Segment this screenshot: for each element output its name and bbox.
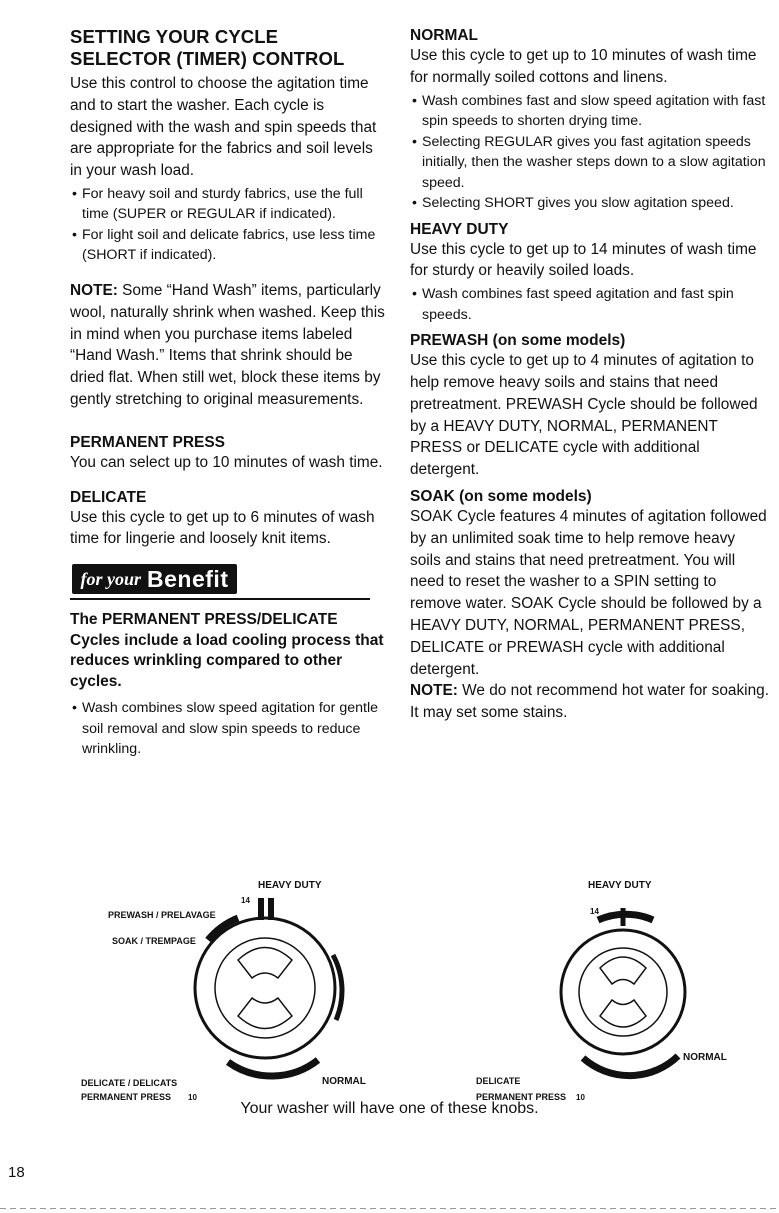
prewash-heading: PREWASH (on some models) <box>410 332 626 350</box>
intro-paragraph: Use this control to choose the agitation time and to start the washer. Each cycle is designed with the wash and spin speeds that are appropriate for the fabrics and soil levels in your wash load. <box>70 75 377 180</box>
normal-bullets <box>410 91 770 214</box>
prewash-text: Use this cycle to get up to 4 minutes of agitation to help remove heavy soils and stains that need pretreatment. PREWASH Cycle should be followed by a HEAVY DUTY, NORMAL, PERMANENT PRESS or DELICATE cycle with additional detergent. <box>410 352 758 479</box>
list-item: • Wash combines slow speed agitation for gentle soil removal and slow spin speeds to reduce wrinkling. <box>70 698 388 760</box>
benefit-heading: The PERMANENT PRESS/DELICATE Cycles include a load cooling process that reduces wrinkling compared to other cycles. <box>70 611 384 690</box>
note-text: Some “Hand Wash” items, particularly wool, naturally shrink when washed. Keep this in mind when you purchase items labeled “Hand Wash.” Items that shrink should be dried flat. When still wet, block these items by gently stretching to original measurements. <box>70 281 385 408</box>
heavy-duty-bullets <box>410 284 770 325</box>
benefit-logo <box>72 564 237 594</box>
page-number: 18 <box>8 1164 25 1181</box>
left-column <box>70 26 388 760</box>
list-item: • Selecting SHORT gives you slow agitation speed. <box>410 193 770 214</box>
permanent-press-heading: PERMANENT PRESS <box>70 433 226 451</box>
knob-2-permanent-press-label: PERMANENT PRESS <box>476 1092 567 1102</box>
benefit-bullets <box>70 698 388 760</box>
delicate-text: Use this cycle to get up to 6 minutes of wash time for lingerie and loosely knit items. <box>70 508 375 548</box>
knob-1-normal-label: NORMAL <box>322 1076 366 1087</box>
note-label: NOTE: <box>70 281 118 299</box>
benefit-big-text: Benefit <box>147 565 229 592</box>
list-item: • Selecting REGULAR gives you fast agitation speeds initially, then the washer steps down to a slow agitation speed. <box>410 132 770 194</box>
knob-2-arc <box>583 1056 678 1076</box>
benefit-small-text: for your <box>80 568 142 589</box>
knob-1-dial <box>195 918 335 1058</box>
heavy-duty-text: Use this cycle to get up to 14 minutes of wash time for sturdy or heavily soiled loads. <box>410 240 757 280</box>
normal-text: Use this cycle to get up to 10 minutes of wash time for normally soiled cottons and linens. <box>410 47 757 86</box>
knob-1-10-label: 10 <box>188 1093 197 1102</box>
note-paragraph <box>410 680 770 724</box>
knob-illustrations <box>78 860 758 1115</box>
bottom-divider <box>0 1208 779 1209</box>
knob-2 <box>476 880 727 1102</box>
list-item: • Wash combines fast speed agitation and fast spin speeds. <box>410 284 770 325</box>
section-heading-line2: SELECTOR (TIMER) CONTROL <box>70 48 345 69</box>
knob-2-normal-label: NORMAL <box>683 1052 727 1063</box>
selector-bullets <box>70 184 388 266</box>
list-item: • Wash combines fast and slow speed agitation with fast spin speeds to shorten drying time. <box>410 91 770 132</box>
right-column <box>410 26 770 724</box>
knob-1-delicate-label: DELICATE / DELICATS <box>81 1078 178 1088</box>
knob-1-14-label: 14 <box>241 896 250 905</box>
knob-2-heavy-duty-label: HEAVY DUTY <box>588 880 652 891</box>
permanent-press-text: You can select up to 10 minutes of wash time. <box>70 453 383 471</box>
knob-2-10-label: 10 <box>576 1093 585 1102</box>
section-heading-line1: SETTING YOUR CYCLE <box>70 26 279 47</box>
knob-2-delicate-label: DELICATE <box>476 1076 521 1086</box>
list-item: • For heavy soil and sturdy fabrics, use the full time (SUPER or REGULAR if indicated). <box>70 184 388 225</box>
knob-1 <box>81 880 366 1102</box>
knob-1-heavy-duty-label: HEAVY DUTY <box>258 880 322 891</box>
knob-1-prewash-label: PREWASH / PRELAVAGE <box>108 910 216 920</box>
note-paragraph <box>70 280 388 411</box>
knob-caption: Your washer will have one of these knobs. <box>240 1100 539 1117</box>
benefit-banner <box>70 564 260 594</box>
knob-1-permanent-press-label: PERMANENT PRESS <box>81 1092 172 1102</box>
note-label: NOTE: <box>410 682 458 700</box>
benefit-divider <box>70 598 370 600</box>
delicate-heading: DELICATE <box>70 488 147 506</box>
heavy-duty-heading: HEAVY DUTY <box>410 220 509 238</box>
note-text: We do not recommend hot water for soaking. It may set some stains. <box>410 682 769 722</box>
knob-2-14-label: 14 <box>590 907 599 916</box>
knob-1-arc <box>228 1060 318 1076</box>
normal-heading: NORMAL <box>410 27 479 44</box>
soak-text: SOAK Cycle features 4 minutes of agitation followed by an unlimited soak time to help remove heavy soils and stains that need pretreatment. You will need to reset the washer to a SPIN setting to remove water. SOAK Cycle should be followed by a HEAVY DUTY, NORMAL, PERMANENT PRESS, DELICATE or PREWASH cycle with additional detergent. <box>410 507 767 678</box>
list-item: • For light soil and delicate fabrics, use less time (SHORT if indicated). <box>70 225 388 266</box>
soak-heading: SOAK (on some models) <box>410 487 592 505</box>
knob-1-soak-label: SOAK / TREMPAGE <box>112 936 196 946</box>
